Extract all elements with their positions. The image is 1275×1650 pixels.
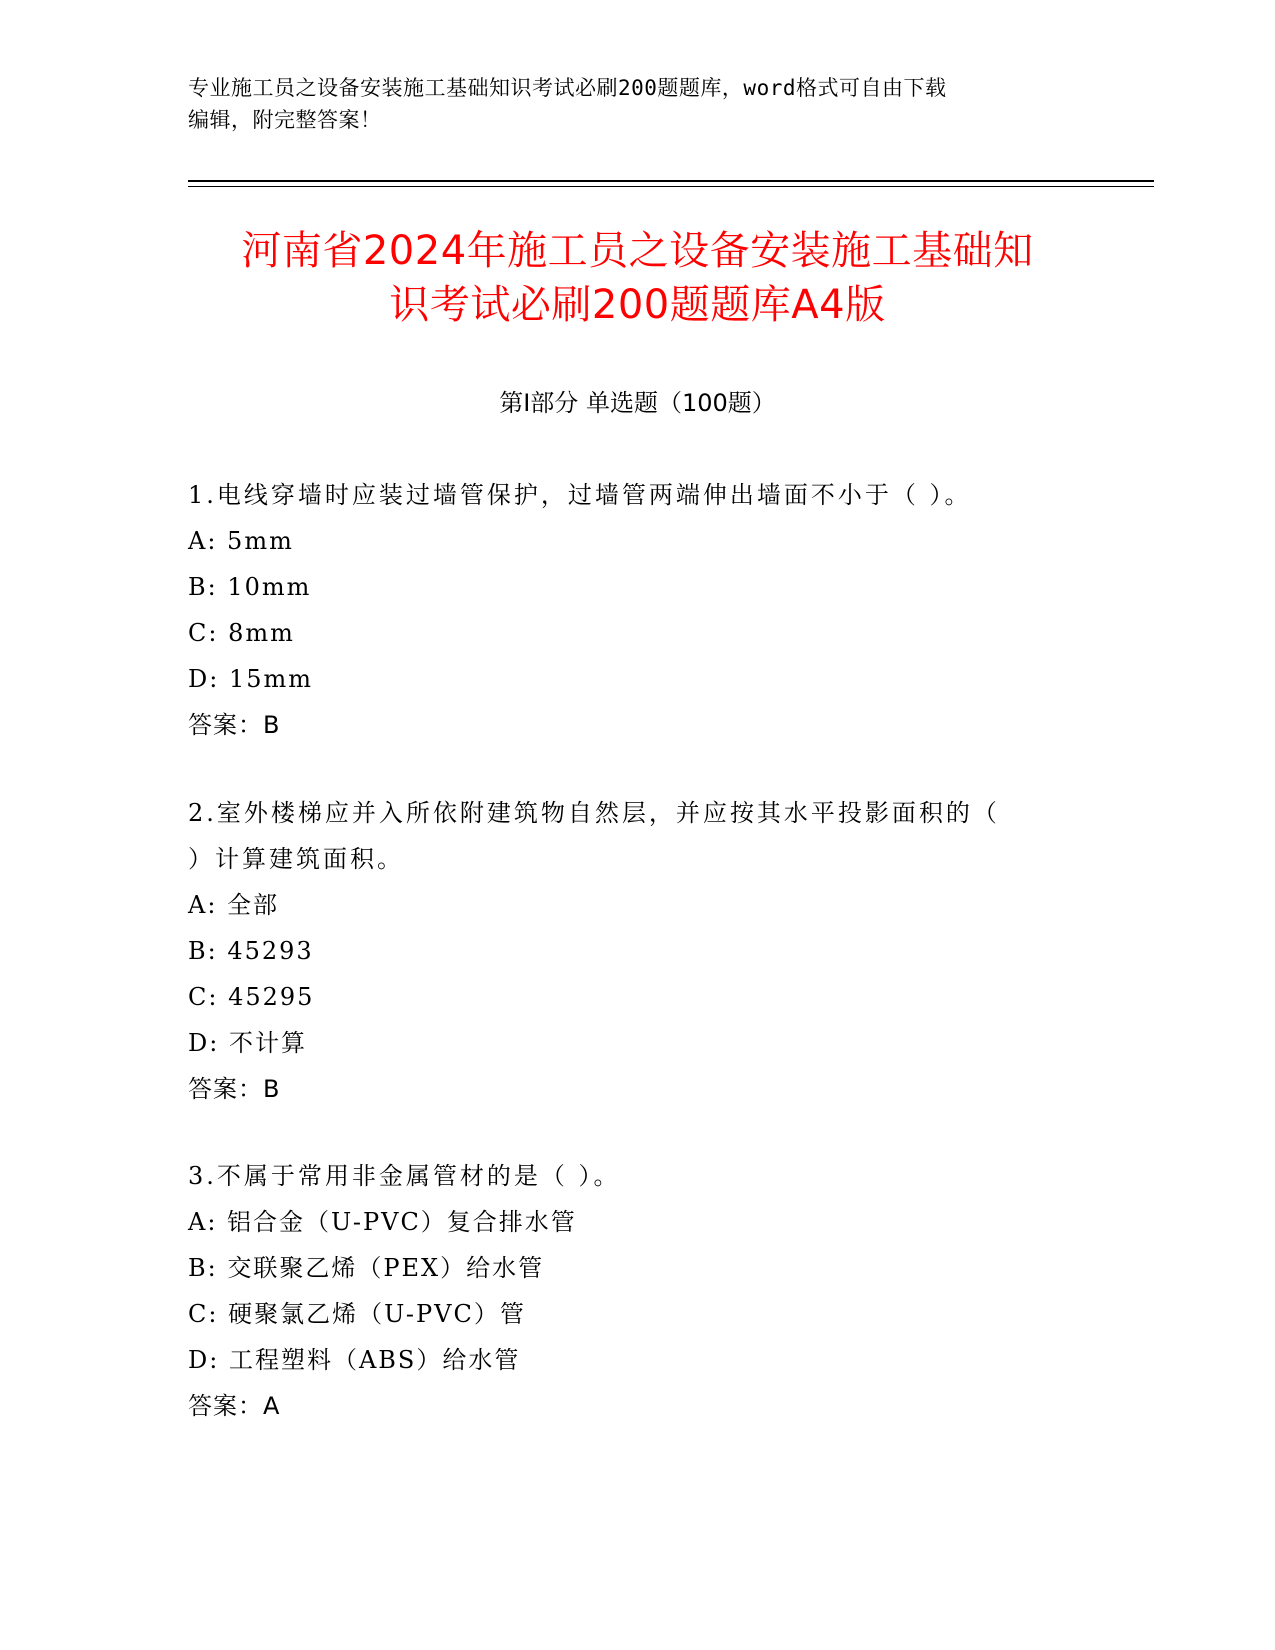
question-stem-continued: ）计算建筑面积。 bbox=[188, 845, 404, 873]
question-stem: 1.电线穿墙时应装过墙管保护，过墙管两端伸出墙面不小于（ ）。 bbox=[188, 481, 972, 509]
option-b: B: 交联聚乙烯（PEX）给水管 bbox=[188, 1254, 545, 1282]
question-2 bbox=[188, 790, 1068, 1112]
question-stem: 3.不属于常用非金属管材的是（ ）。 bbox=[188, 1162, 621, 1190]
option-a: A: 5mm bbox=[188, 527, 294, 555]
option-a: A: 铝合金（U-PVC）复合排水管 bbox=[188, 1208, 577, 1236]
option-c: C: 45295 bbox=[188, 983, 315, 1011]
document-title-line-2: 识考试必刷200题题库A4版 bbox=[389, 282, 886, 328]
option-a: A: 全部 bbox=[188, 891, 280, 919]
header-divider-thick bbox=[188, 180, 1154, 182]
header-note-line-2: 编辑，附完整答案！ bbox=[188, 108, 382, 132]
answer: 答案：B bbox=[188, 1075, 281, 1103]
option-c: C: 硬聚氯乙烯（U-PVC）管 bbox=[188, 1300, 526, 1328]
answer: 答案：A bbox=[188, 1392, 281, 1420]
option-d: D: 15mm bbox=[188, 665, 314, 693]
option-d: D: 工程塑料（ABS）给水管 bbox=[188, 1346, 521, 1374]
header-note bbox=[188, 72, 1088, 136]
option-c: C: 8mm bbox=[188, 619, 295, 647]
answer: 答案：B bbox=[188, 711, 281, 739]
option-d: D: 不计算 bbox=[188, 1029, 307, 1057]
header-divider-thin bbox=[188, 186, 1154, 187]
header-note-line-1: 专业施工员之设备安装施工基础知识考试必刷200题题库，word格式可自由下载 bbox=[188, 76, 947, 100]
option-b: B: 45293 bbox=[188, 937, 314, 965]
question-3 bbox=[188, 1153, 1068, 1429]
document-title-line-1: 河南省2024年施工员之设备安装施工基础知 bbox=[241, 228, 1034, 274]
question-1 bbox=[188, 472, 1068, 748]
section-title: 第Ⅰ部分 单选题（100题） bbox=[499, 389, 776, 417]
document-title bbox=[150, 224, 1125, 332]
question-stem: 2.室外楼梯应并入所依附建筑物自然层，并应按其水平投影面积的（ bbox=[188, 799, 1000, 827]
option-b: B: 10mm bbox=[188, 573, 312, 601]
